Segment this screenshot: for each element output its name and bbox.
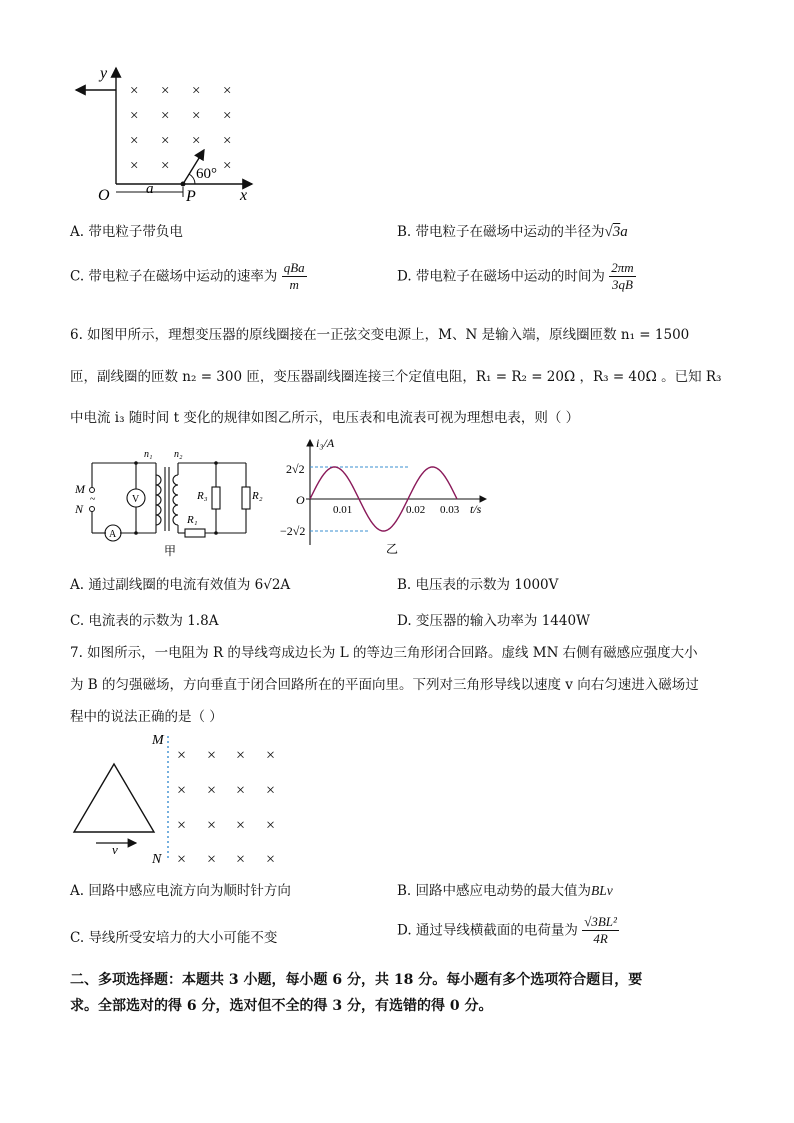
section-2-line-1: 二、多项选择题：本题共 3 小题，每小题 6 分，共 18 分。每小题有多个选项符合题目，要 bbox=[70, 972, 643, 988]
svg-text:×: × bbox=[192, 83, 201, 99]
svg-text:乙: 乙 bbox=[386, 542, 399, 556]
q6-option-d: D. 变压器的输入功率为 1440W bbox=[397, 613, 590, 629]
q7-option-b: B. 回路中感应电动势的最大值为BLv bbox=[397, 883, 613, 899]
x-label: x bbox=[240, 187, 248, 204]
q7-figure bbox=[70, 728, 295, 868]
q6-line-1: 6. 如图甲所示，理想变压器的原线圈接在一正弦交变电源上，M、N 是输入端，原线圈匝数 n₁ = 1500 bbox=[70, 327, 690, 343]
svg-text:−2√2: −2√2 bbox=[280, 524, 306, 538]
svg-text:甲: 甲 bbox=[164, 544, 177, 558]
svg-text:×: × bbox=[236, 747, 246, 764]
svg-text:×: × bbox=[266, 817, 276, 834]
q7-line-2: 为 B 的匀强磁场，方向垂直于闭合回路所在的平面向里。下列对三角形导线以速度 v 向右匀速进入磁场过 bbox=[70, 677, 699, 693]
angle-label: 60° bbox=[196, 166, 217, 182]
svg-text:~: ~ bbox=[90, 494, 96, 505]
svg-text:O: O bbox=[296, 493, 305, 507]
a-label: a bbox=[146, 181, 154, 197]
q7-option-a: A. 回路中感应电流方向为顺时针方向 bbox=[70, 883, 291, 899]
svg-text:R₃: R₃ bbox=[197, 490, 208, 502]
magnetic-field-crosses bbox=[177, 747, 275, 868]
q7-line-1: 7. 如图所示，一电阻为 R 的导线弯成边长为 L 的等边三角形闭合回路。虚线 MN 右侧有磁感应强度大小 bbox=[70, 645, 698, 661]
svg-text:×: × bbox=[130, 133, 139, 149]
q5-option-d: D. 带电粒子在磁场中运动的时间为 $\frac{2\pi m}{3qB}$ bbox=[397, 260, 634, 293]
q6-circuit-figure bbox=[70, 445, 285, 560]
svg-text:A: A bbox=[109, 529, 117, 540]
svg-text:N: N bbox=[152, 852, 162, 867]
svg-text:0.01: 0.01 bbox=[333, 504, 353, 516]
svg-text:×: × bbox=[130, 158, 139, 174]
svg-text:×: × bbox=[177, 747, 187, 764]
svg-text:V: V bbox=[132, 494, 140, 505]
svg-text:M: M bbox=[152, 733, 164, 748]
p-label: P bbox=[186, 188, 196, 205]
angle-arc bbox=[189, 174, 195, 184]
svg-text:×: × bbox=[223, 83, 232, 99]
svg-text:×: × bbox=[177, 817, 187, 834]
svg-text:×: × bbox=[177, 782, 187, 799]
svg-text:0.02: 0.02 bbox=[406, 504, 426, 516]
q5-option-a: A. 带电粒子带负电 bbox=[70, 224, 183, 240]
svg-text:×: × bbox=[223, 108, 232, 124]
svg-text:t/s: t/s bbox=[470, 502, 482, 516]
svg-text:×: × bbox=[266, 782, 276, 799]
q5-option-c: C. 带电粒子在磁场中运动的速率为 $\frac{\text{qBa}}{m}$ bbox=[70, 260, 305, 293]
svg-text:M: M bbox=[75, 482, 85, 496]
triangle-loop bbox=[74, 764, 154, 832]
svg-text:0.03: 0.03 bbox=[440, 504, 460, 516]
q6-option-c: C. 电流表的示数为 1.8A bbox=[70, 613, 219, 629]
section-2-line-2: 求。全部选对的得 6 分，选对但不全的得 3 分，有选错的得 0 分。 bbox=[70, 998, 493, 1014]
q6-current-graph bbox=[278, 435, 493, 560]
point-p bbox=[181, 182, 186, 187]
svg-text:×: × bbox=[236, 851, 246, 868]
q5-figure bbox=[70, 60, 270, 205]
svg-text:×: × bbox=[192, 108, 201, 124]
svg-text:N: N bbox=[75, 502, 84, 516]
svg-text:n₂: n₂ bbox=[174, 449, 183, 460]
svg-text:×: × bbox=[266, 747, 276, 764]
q6-line-2: 匝，副线圈的匝数 n₂ = 300 匝，变压器副线圈连接三个定值电阻，R₁ = R₂ = 20Ω ，R₃ = 40Ω 。已知 R₃ bbox=[70, 369, 722, 385]
svg-text:R₂: R₂ bbox=[252, 490, 263, 502]
svg-text:×: × bbox=[161, 83, 170, 99]
y-label: y bbox=[100, 65, 108, 82]
svg-text:×: × bbox=[223, 158, 232, 174]
svg-text:v: v bbox=[112, 842, 118, 857]
svg-text:×: × bbox=[207, 817, 217, 834]
q7-option-c: C. 导线所受安培力的大小可能不变 bbox=[70, 930, 278, 946]
svg-text:R₁: R₁ bbox=[187, 514, 198, 526]
svg-text:×: × bbox=[236, 817, 246, 834]
q5-option-b: B. 带电粒子在磁场中运动的半径为√3a bbox=[397, 224, 628, 240]
magnetic-field-crosses bbox=[130, 83, 231, 174]
svg-text:×: × bbox=[161, 133, 170, 149]
svg-text:×: × bbox=[207, 782, 217, 799]
q6-line-3: 中电流 i₃ 随时间 t 变化的规律如图乙所示，电压表和电流表可视为理想电表，则（ ） bbox=[70, 410, 580, 426]
svg-text:×: × bbox=[266, 851, 276, 868]
q7-option-d: D. 通过导线横截面的电荷量为 $\frac{\text{√3BL²}}{4R}$ bbox=[397, 914, 617, 947]
svg-text:×: × bbox=[161, 108, 170, 124]
svg-text:n₁: n₁ bbox=[144, 449, 153, 460]
svg-text:2√2: 2√2 bbox=[286, 462, 305, 476]
svg-text:×: × bbox=[223, 133, 232, 149]
svg-text:i₃/A: i₃/A bbox=[316, 436, 335, 450]
q6-option-a: A. 通过副线圈的电流有效值为 6√2A bbox=[70, 577, 291, 593]
svg-text:×: × bbox=[207, 747, 217, 764]
svg-text:×: × bbox=[207, 851, 217, 868]
svg-text:×: × bbox=[177, 851, 187, 868]
origin-label: O bbox=[98, 187, 110, 204]
q7-line-3: 程中的说法正确的是（ ） bbox=[70, 709, 223, 725]
svg-text:×: × bbox=[192, 133, 201, 149]
svg-text:×: × bbox=[130, 108, 139, 124]
q6-option-b: B. 电压表的示数为 1000V bbox=[397, 577, 559, 593]
svg-text:×: × bbox=[130, 83, 139, 99]
svg-text:×: × bbox=[161, 158, 170, 174]
svg-text:×: × bbox=[236, 782, 246, 799]
